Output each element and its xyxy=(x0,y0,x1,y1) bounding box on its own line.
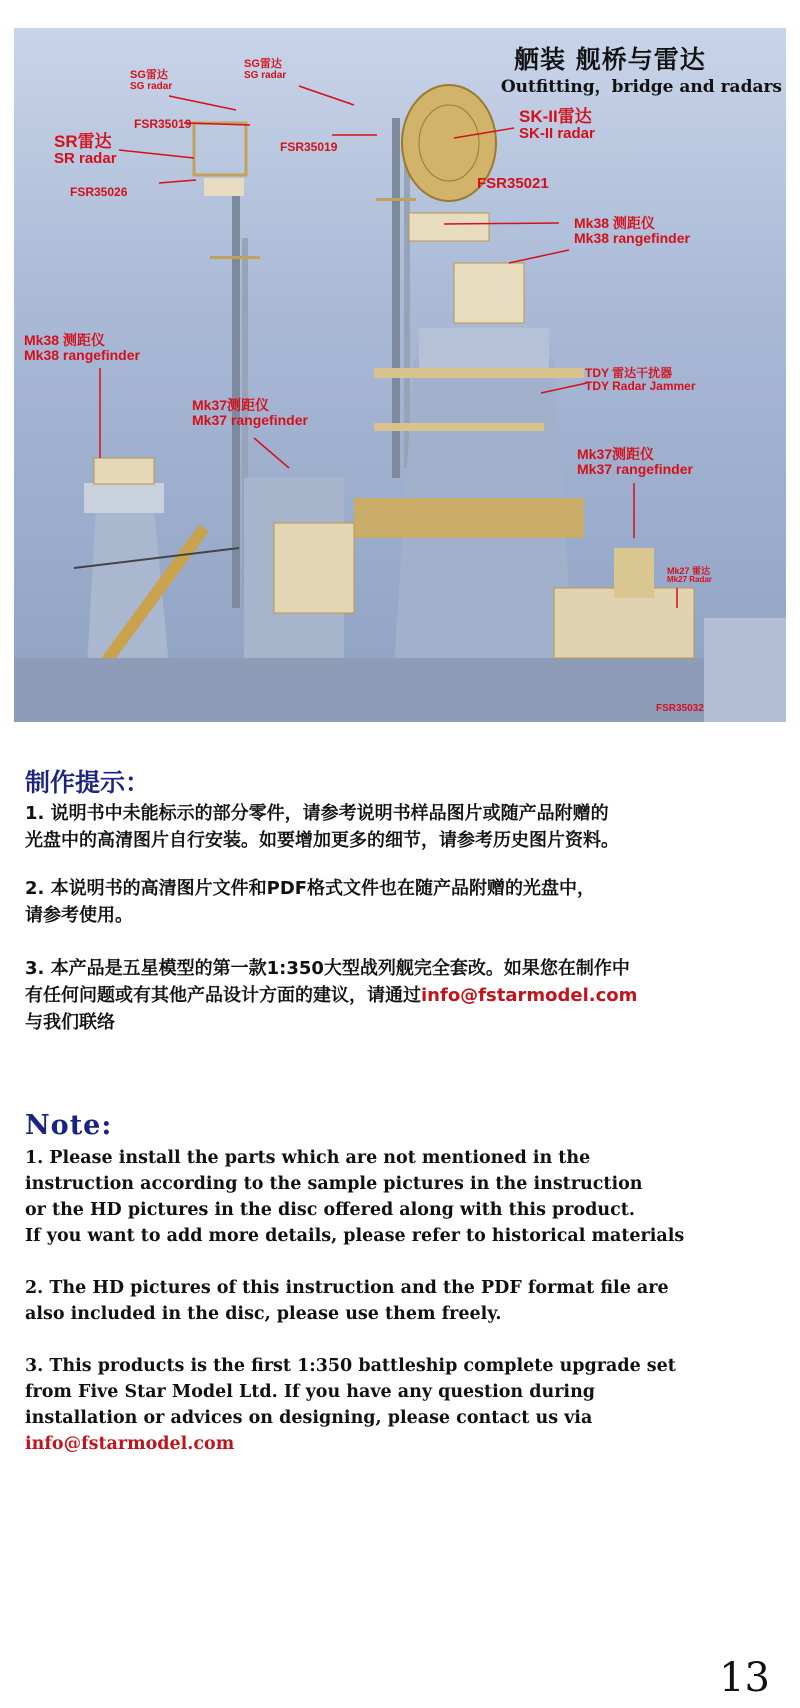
callout-mk37-rangefinder-center: Mk37测距仪 Mk37 rangefinder xyxy=(192,397,308,428)
part-code-fsr35032: FSR35032 xyxy=(656,703,704,714)
cn-notes-title: 制作提示： xyxy=(25,768,151,797)
callout-sk2-radar: SK-II雷达 SK-II radar xyxy=(519,107,595,142)
callout-mk37-rangefinder-right: Mk37测距仪 Mk37 rangefinder xyxy=(577,446,693,477)
cn-note-1: 1. 说明书中未能标示的部分零件，请参考说明书样品图片或随产品附赠的 光盘中的高清图片自行安装。如要增加更多的细节，请参考历史图片资料。 xyxy=(25,803,619,851)
figure-title-en: Outfitting，bridge and radars xyxy=(500,77,782,97)
en-note-3: 3. This products is the first 1:350 battleship complete upgrade set from Five Star Model Ltd. If you have any question during installation or advices on designing, please contact us via info@fstarmodel.com xyxy=(25,1353,795,1457)
part-code-fsr35019-right: FSR35019 xyxy=(280,140,338,154)
figure-title-cn: 舾装 舰桥与雷达 xyxy=(514,45,706,74)
page-number: 13 xyxy=(719,1655,770,1701)
en-contact-email[interactable]: info@fstarmodel.com xyxy=(25,1434,235,1454)
ship-model-photo xyxy=(14,28,786,722)
callout-mk38-rangefinder-right: Mk38 测距仪 Mk38 rangefinder xyxy=(574,215,690,246)
cn-note-2: 2. 本说明书的高清图片文件和PDF格式文件也在随产品附赠的光盘中， 请参考使用。 xyxy=(25,878,596,926)
part-code-fsr35019-left: FSR35019 xyxy=(134,117,192,131)
callout-mk27-radar: Mk27 雷达 Mk27 Radar xyxy=(667,566,712,585)
callout-sg-radar-left: SG雷达 SG radar xyxy=(130,69,173,92)
cn-note-3: 3. 本产品是五星模型的第一款1:350大型战列舰完全套改。如果您在制作中 有任何问题或有其他产品设计方面的建议，请通过info@fstarmodel.com 与我们联络 xyxy=(25,958,638,1033)
callout-mk38-rangefinder-left: Mk38 测距仪 Mk38 rangefinder xyxy=(24,332,140,363)
callout-tdy-radar-jammer: TDY 雷达干扰器 TDY Radar Jammer xyxy=(585,366,696,393)
part-code-fsr35021: FSR35021 xyxy=(477,175,549,192)
callout-sr-radar: SR雷达 SR radar xyxy=(54,132,117,167)
en-note-1: 1. Please install the parts which are not mentioned in the instruction according to the sample pictures in the instruction or the HD pictures in the disc offered along with this product. If you want to add more details, please refer to historical materials xyxy=(25,1148,685,1246)
part-code-fsr35026: FSR35026 xyxy=(70,185,128,199)
cn-contact-email[interactable]: info@fstarmodel.com xyxy=(421,985,638,1006)
en-notes-title: Note: xyxy=(25,1110,113,1141)
en-note-2: 2. The HD pictures of this instruction and the PDF format file are also included in the disc, please use them freely. xyxy=(25,1278,669,1324)
callout-sg-radar-right: SG雷达 SG radar xyxy=(244,58,287,81)
